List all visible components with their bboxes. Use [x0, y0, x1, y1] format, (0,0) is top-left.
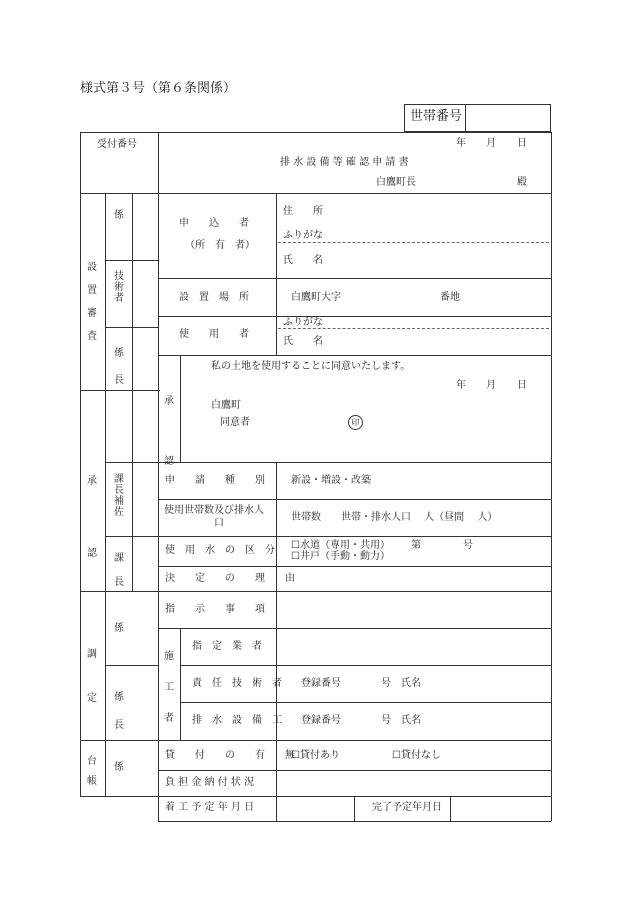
consenter-label: 同意者 [220, 417, 250, 428]
role-chief-1: 係長 [114, 348, 124, 386]
households-label-1: 使用世帯数及び排水人 [164, 505, 264, 516]
well-water-option: ☐井戸（手動・動力） [291, 551, 390, 562]
date-month: 月 [486, 138, 496, 149]
addressee-honorific: 殿 [517, 177, 527, 188]
consent-statement: 私の土地を使用することに同意いたします。 [211, 361, 411, 372]
role-manager: 課長 [114, 553, 124, 588]
furigana-label-1: ふりがな [283, 230, 323, 241]
designated-contractor-label: 指 定 業 者 [192, 641, 262, 652]
instructions-label: 指 示 事 項 [165, 604, 265, 615]
reception-number-label: 受付番号 [97, 139, 137, 150]
application-type-label: 申 請 種 別 [165, 475, 265, 486]
section-installation-review: 設置審査 [87, 262, 97, 342]
date-day: 日 [517, 138, 527, 149]
start-date-label: 着 工 予 定 年 月 日 [165, 802, 255, 813]
household-number-label: 世帯番号 [410, 109, 463, 124]
name-label-1: 氏 名 [283, 255, 323, 266]
consent-date-day: 日 [517, 380, 527, 391]
seal-mark: 印 [348, 415, 363, 430]
role-deputy-manager: 課長補佐 [114, 474, 124, 518]
payment-status-label: 負 担 金 納 付 状 況 [165, 777, 255, 788]
section-adjustment: 調定 [87, 649, 97, 704]
name-label-2: 氏 名 [283, 336, 323, 347]
addressee: 白鷹町長 [376, 177, 416, 188]
applicant-label: 申 込 者 [179, 218, 249, 229]
install-location-value: 白鷹町大字 [291, 292, 341, 303]
loan-label: 貸 付 の 有 無 [165, 750, 295, 761]
role-clerk-3: 係 [114, 762, 124, 773]
number-suffix: 号 [463, 540, 473, 551]
address-label: 住 所 [283, 206, 323, 217]
role-engineer: 技術者 [114, 271, 124, 304]
role-clerk-2: 係 [114, 623, 124, 634]
drainage-worker-label: 排 水 設 備 工 [192, 715, 282, 726]
number-prefix: 第 [411, 540, 421, 551]
decision-reason-label: 決 定 の 理 由 [165, 573, 295, 584]
lot-number-label: 番地 [440, 292, 460, 303]
drainage-worker-registration: 登録番号 号 氏名 [301, 715, 421, 726]
furigana-label-2: ふりがな [283, 317, 323, 328]
consent-date-month: 月 [486, 380, 496, 391]
consent-town: 白鷹町 [211, 400, 241, 411]
contractor-label: 施工者 [164, 651, 174, 724]
households-label-2: 口 [214, 518, 224, 529]
households-value: 世帯数 世帯・排水人口 人（昼間 人） [291, 512, 498, 523]
role-clerk-1: 係 [114, 210, 124, 221]
install-location-label: 設 置 場 所 [179, 292, 249, 303]
chief-engineer-registration: 登録番号 号 氏名 [301, 678, 421, 689]
date-year: 年 [456, 138, 466, 149]
tap-water-option: ☐水道（専用・共用） [291, 540, 390, 551]
water-source-label: 使 用 水 の 区 分 [165, 545, 275, 556]
completion-date-label: 完了予定年月日 [372, 802, 442, 813]
owner-label: （所 有 者） [185, 240, 255, 251]
section-approval: 承認 [87, 476, 97, 559]
section-ledger: 台帳 [87, 756, 97, 787]
user-label: 使 用 者 [179, 329, 249, 340]
consent-date-year: 年 [456, 380, 466, 391]
form-title: 様式第３号（第６条関係） [80, 81, 237, 96]
approval-label: 承認 [164, 396, 174, 467]
chief-engineer-label: 責 任 技 術 者 [192, 678, 282, 689]
loan-yes-option: ☐貸付あり [291, 750, 340, 761]
loan-no-option: ☐貸付なし [392, 750, 441, 761]
document-title: 排 水 設 備 等 確 認 申 請 書 [280, 157, 409, 168]
role-chief-2: 係長 [114, 692, 124, 731]
application-type-value: 新設・増設・改築 [291, 475, 371, 486]
